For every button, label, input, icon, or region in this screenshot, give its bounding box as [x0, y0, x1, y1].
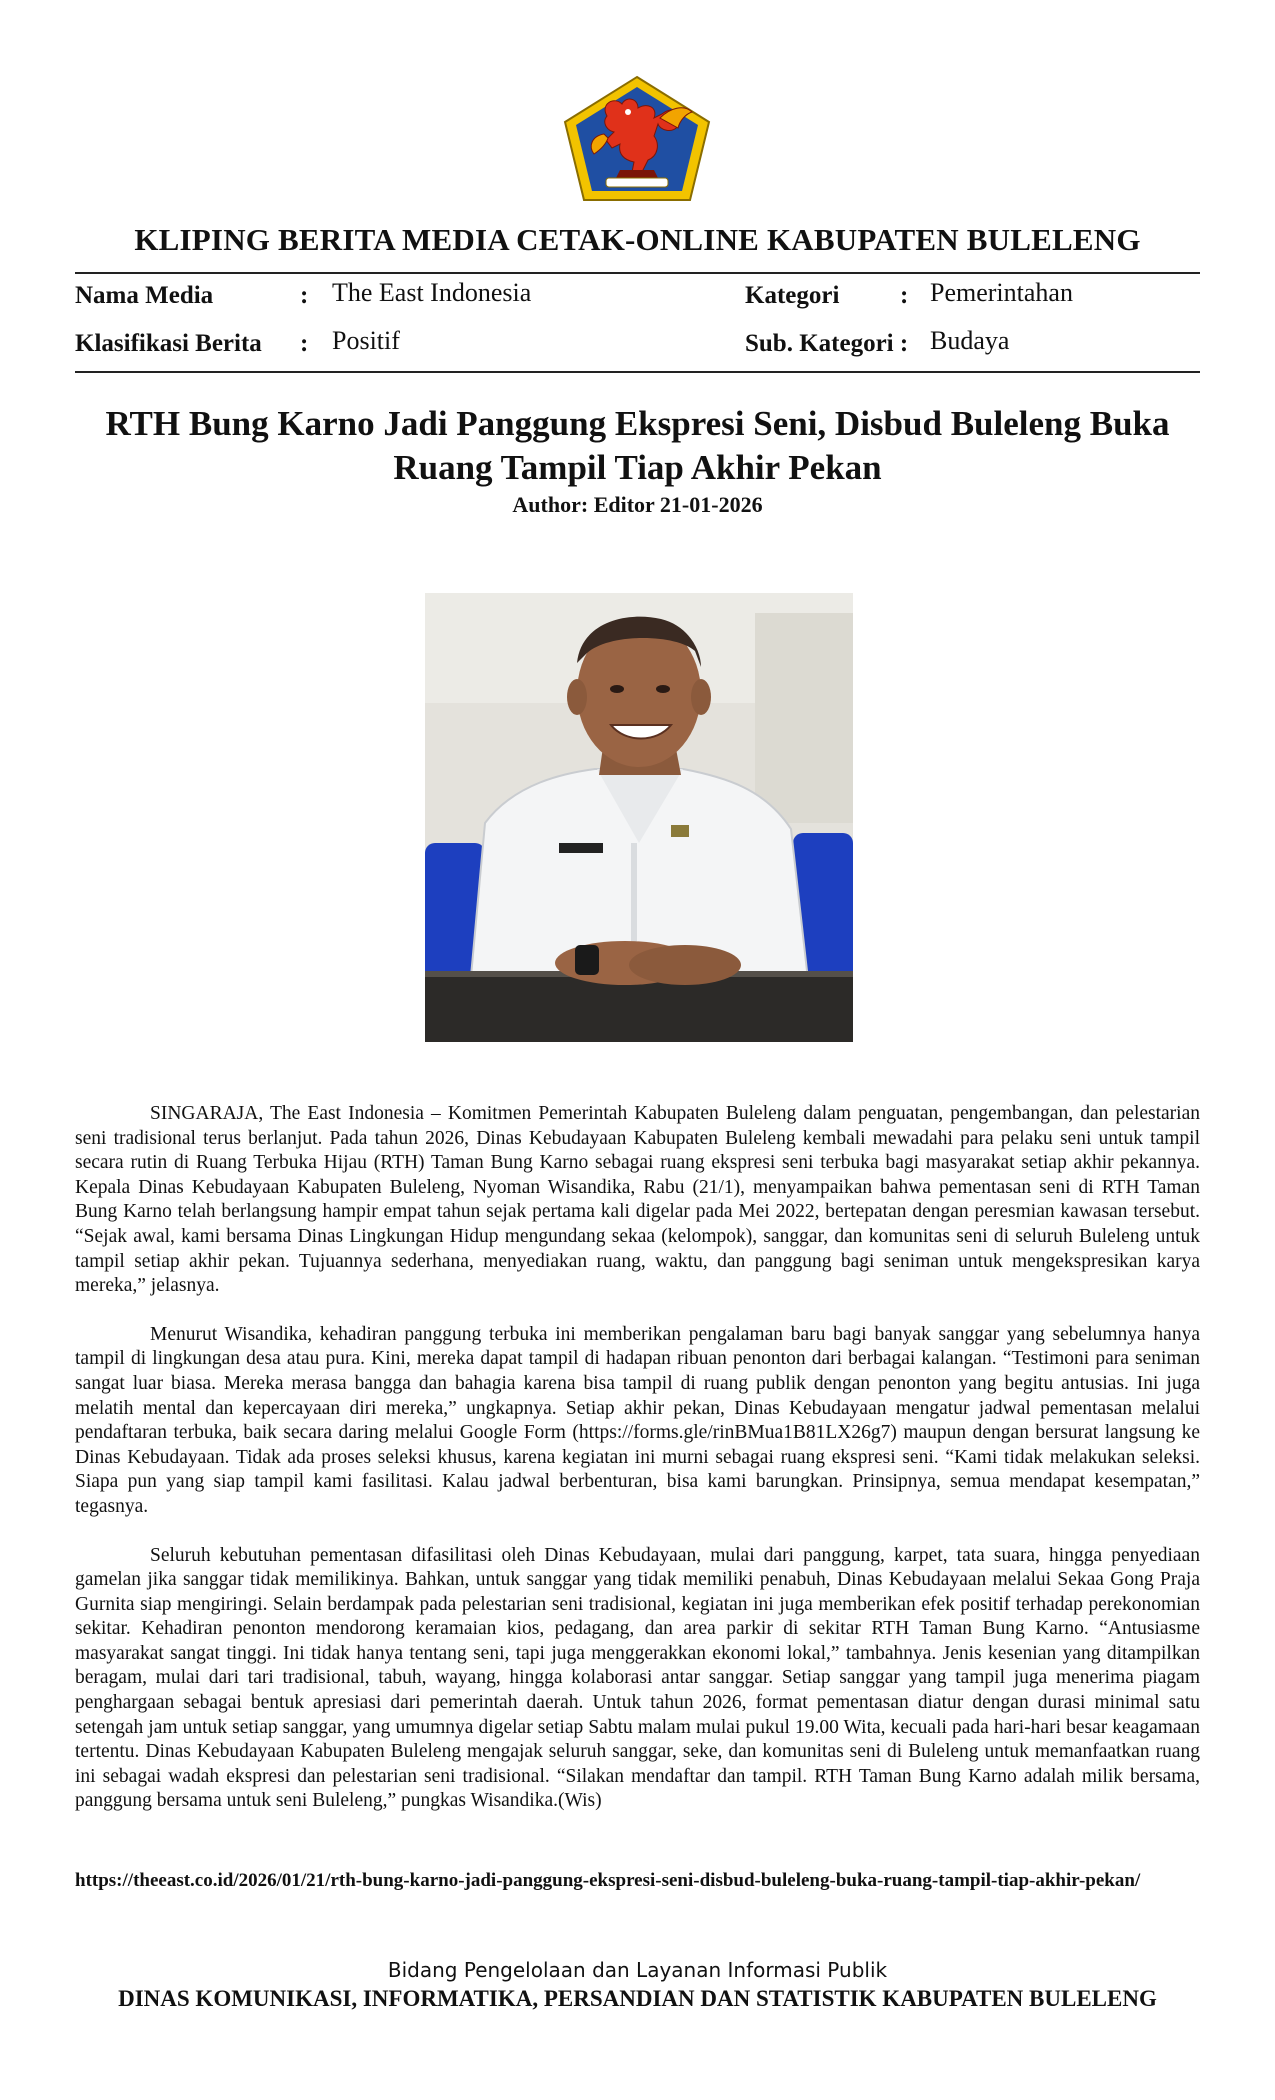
subcategory-label: Sub. Kategori :: [745, 330, 909, 357]
news-classification-colon: :: [300, 330, 309, 357]
article-paragraph: Menurut Wisandika, kehadiran panggung terbuka ini memberikan pengalaman baru bagi banyak sanggar yang sebelumnya hanya tampil di lingkungan desa atau pura. Kini, mereka dapat tampil di hadapan ribuan penonton dari berbagai kalangan. “Testimoni para seniman sangat luar biasa. Mereka merasa bangga dan bahagia karena bisa tampil di ruang publik dengan penonton yang begitu antusias. Ini juga melatih mental dan kepercayaan diri mereka,” ungkapnya. Setiap akhir pekan, Dinas Kebudayaan mengatur jadwal pementasan melalui pendaftaran terbuka, baik secara daring melalui Google Form (https://forms.gle/rinBMua1B81LX26g7) maupun dengan bersurat langsung ke Dinas Kebudayaan. Tidak ada proses seleksi khusus, karena kegiatan ini murni sebagai ruang ekspresi seni. “Kami tidak melakukan seleksi. Siapa pun yang siap tampil kami fasilitasi. Kalau jadwal berbenturan, bisa kami barungkan. Prinsipnya, semua mendapat kesempatan,” tegasnya.: [75, 1323, 1200, 1517]
media-name-colon: :: [300, 282, 309, 309]
singa-ambara-raja-emblem-icon: [562, 74, 712, 204]
regency-logo: [562, 74, 712, 204]
article-paragraph: Seluruh kebutuhan pementasan difasilitasi oleh Dinas Kebudayaan, mulai dari panggung, karpet, tata suara, hingga penyediaan gamelan jika sanggar tidak memilikinya. Bahkan, untuk sanggar yang tidak memiliki penabuh, Dinas Kebudayaan melalui Sekaa Gong Praja Gurnita siap mengiringi. Selain berdampak pada pelestarian seni tradisional, kegiatan ini juga memberikan efek positif terhadap perekonomian sekitar. Kehadiran penonton mendorong keramaian kios, pedagang, dan area parkir di sekitar RTH Taman Bung Karno. “Antusiasme masyarakat sangat tinggi. Ini tidak hanya tentang seni, tapi juga menggerakkan ekonomi lokal,” tambahnya. Jenis kesenian yang ditampilkan beragam, mulai dari tari tradisional, tabuh, wayang, hingga kolaborasi antar sanggar. Setiap sanggar yang tampil juga menerima piagam penghargaan sebagai bentuk apresiasi dari pemerintah daerah. Untuk tahun 2026, format pementasan diatur dengan durasi minimal satu setengah jam untuk setiap sanggar, yang umumnya digelar setiap Sabtu malam mulai pukul 19.00 Wita, kecuali pada hari-hari besar keagamaan tertentu. Dinas Kebudayaan Kabupaten Buleleng mengajak seluruh sanggar, seke, dan komunitas seni di Buleleng untuk memanfaatkan ruang ini sebagai wadah ekspresi dan pelestarian seni tradisional. “Silakan mendaftar dan tampil. RTH Taman Bung Karno adalah milik bersama, panggung bersama untuk seni Buleleng,” pungkas Wisandika.(Wis): [75, 1544, 1200, 1812]
portrait-image: [425, 593, 853, 1042]
media-name-label: Nama Media: [75, 282, 214, 309]
footer-unit-name: Bidang Pengelolaan dan Layanan Informasi Publik: [387, 1958, 888, 1982]
source-url-link[interactable]: https://theeast.co.id/2026/01/21/rth-bung-karno-jadi-panggung-ekspresi-seni-disbud-buleleng-buka-ruang-tampil-tiap-akhir-pekan/: [75, 1870, 1141, 1891]
news-classification-label: Klasifikasi Berita: [75, 330, 262, 357]
article-author-date: Author: Editor 21-01-2026: [512, 492, 763, 517]
article-title: RTH Bung Karno Jadi Panggung Ekspresi Seni, Disbud Buleleng Buka Ruang Tampil Tiap Akhir Pekan: [105, 404, 1170, 487]
article-photo: [425, 593, 853, 1042]
news-classification-value: Positif: [332, 326, 400, 355]
article-paragraph: SINGARAJA, The East Indonesia – Komitmen Pemerintah Kabupaten Buleleng dalam penguatan, pengembangan, dan pelestarian seni tradisional terus berlanjut. Pada tahun 2026, Dinas Kebudayaan Kabupaten Buleleng kembali mewadahi para pelaku seni untuk tampil secara rutin di Ruang Terbuka Hijau (RTH) Taman Bung Karno sebagai ruang ekspresi seni terbuka bagi masyarakat setiap akhir pekannya. Kepala Dinas Kebudayaan Kabupaten Buleleng, Nyoman Wisandika, Rabu (21/1), menyampaikan bahwa pementasan seni di RTH Taman Bung Karno telah berlangsung hampir empat tahun sejak pertama kali digelar pada Mei 2022, bertepatan dengan peresmian kawasan tersebut. “Sejak awal, kami bersama Dinas Lingkungan Hidup mengundang sekaa (kelompok), sanggar, dan komunitas seni di seluruh Buleleng untuk tampil setiap akhir pekan. Tujuannya sederhana, menyediakan ruang, waktu, dan panggung bagi seniman untuk mengekspresikan karya mereka,” jelasnya.: [75, 1103, 1200, 1297]
footer-agency-name: DINAS KOMUNIKASI, INFORMATIKA, PERSANDIAN DAN STATISTIK KABUPATEN BULELENG: [118, 1986, 1157, 2011]
article-body: [75, 1102, 1200, 1838]
subcategory-value: Budaya: [930, 326, 1010, 355]
category-label: Kategori: [745, 282, 840, 309]
media-name-value: The East Indonesia: [332, 278, 532, 307]
header-divider-top: [75, 272, 1200, 274]
clipping-header-title: KLIPING BERITA MEDIA CETAK-ONLINE KABUPATEN BULELENG: [134, 222, 1141, 257]
category-colon: :: [900, 282, 909, 309]
category-value: Pemerintahan: [930, 278, 1073, 307]
header-divider-bottom: [75, 371, 1200, 373]
